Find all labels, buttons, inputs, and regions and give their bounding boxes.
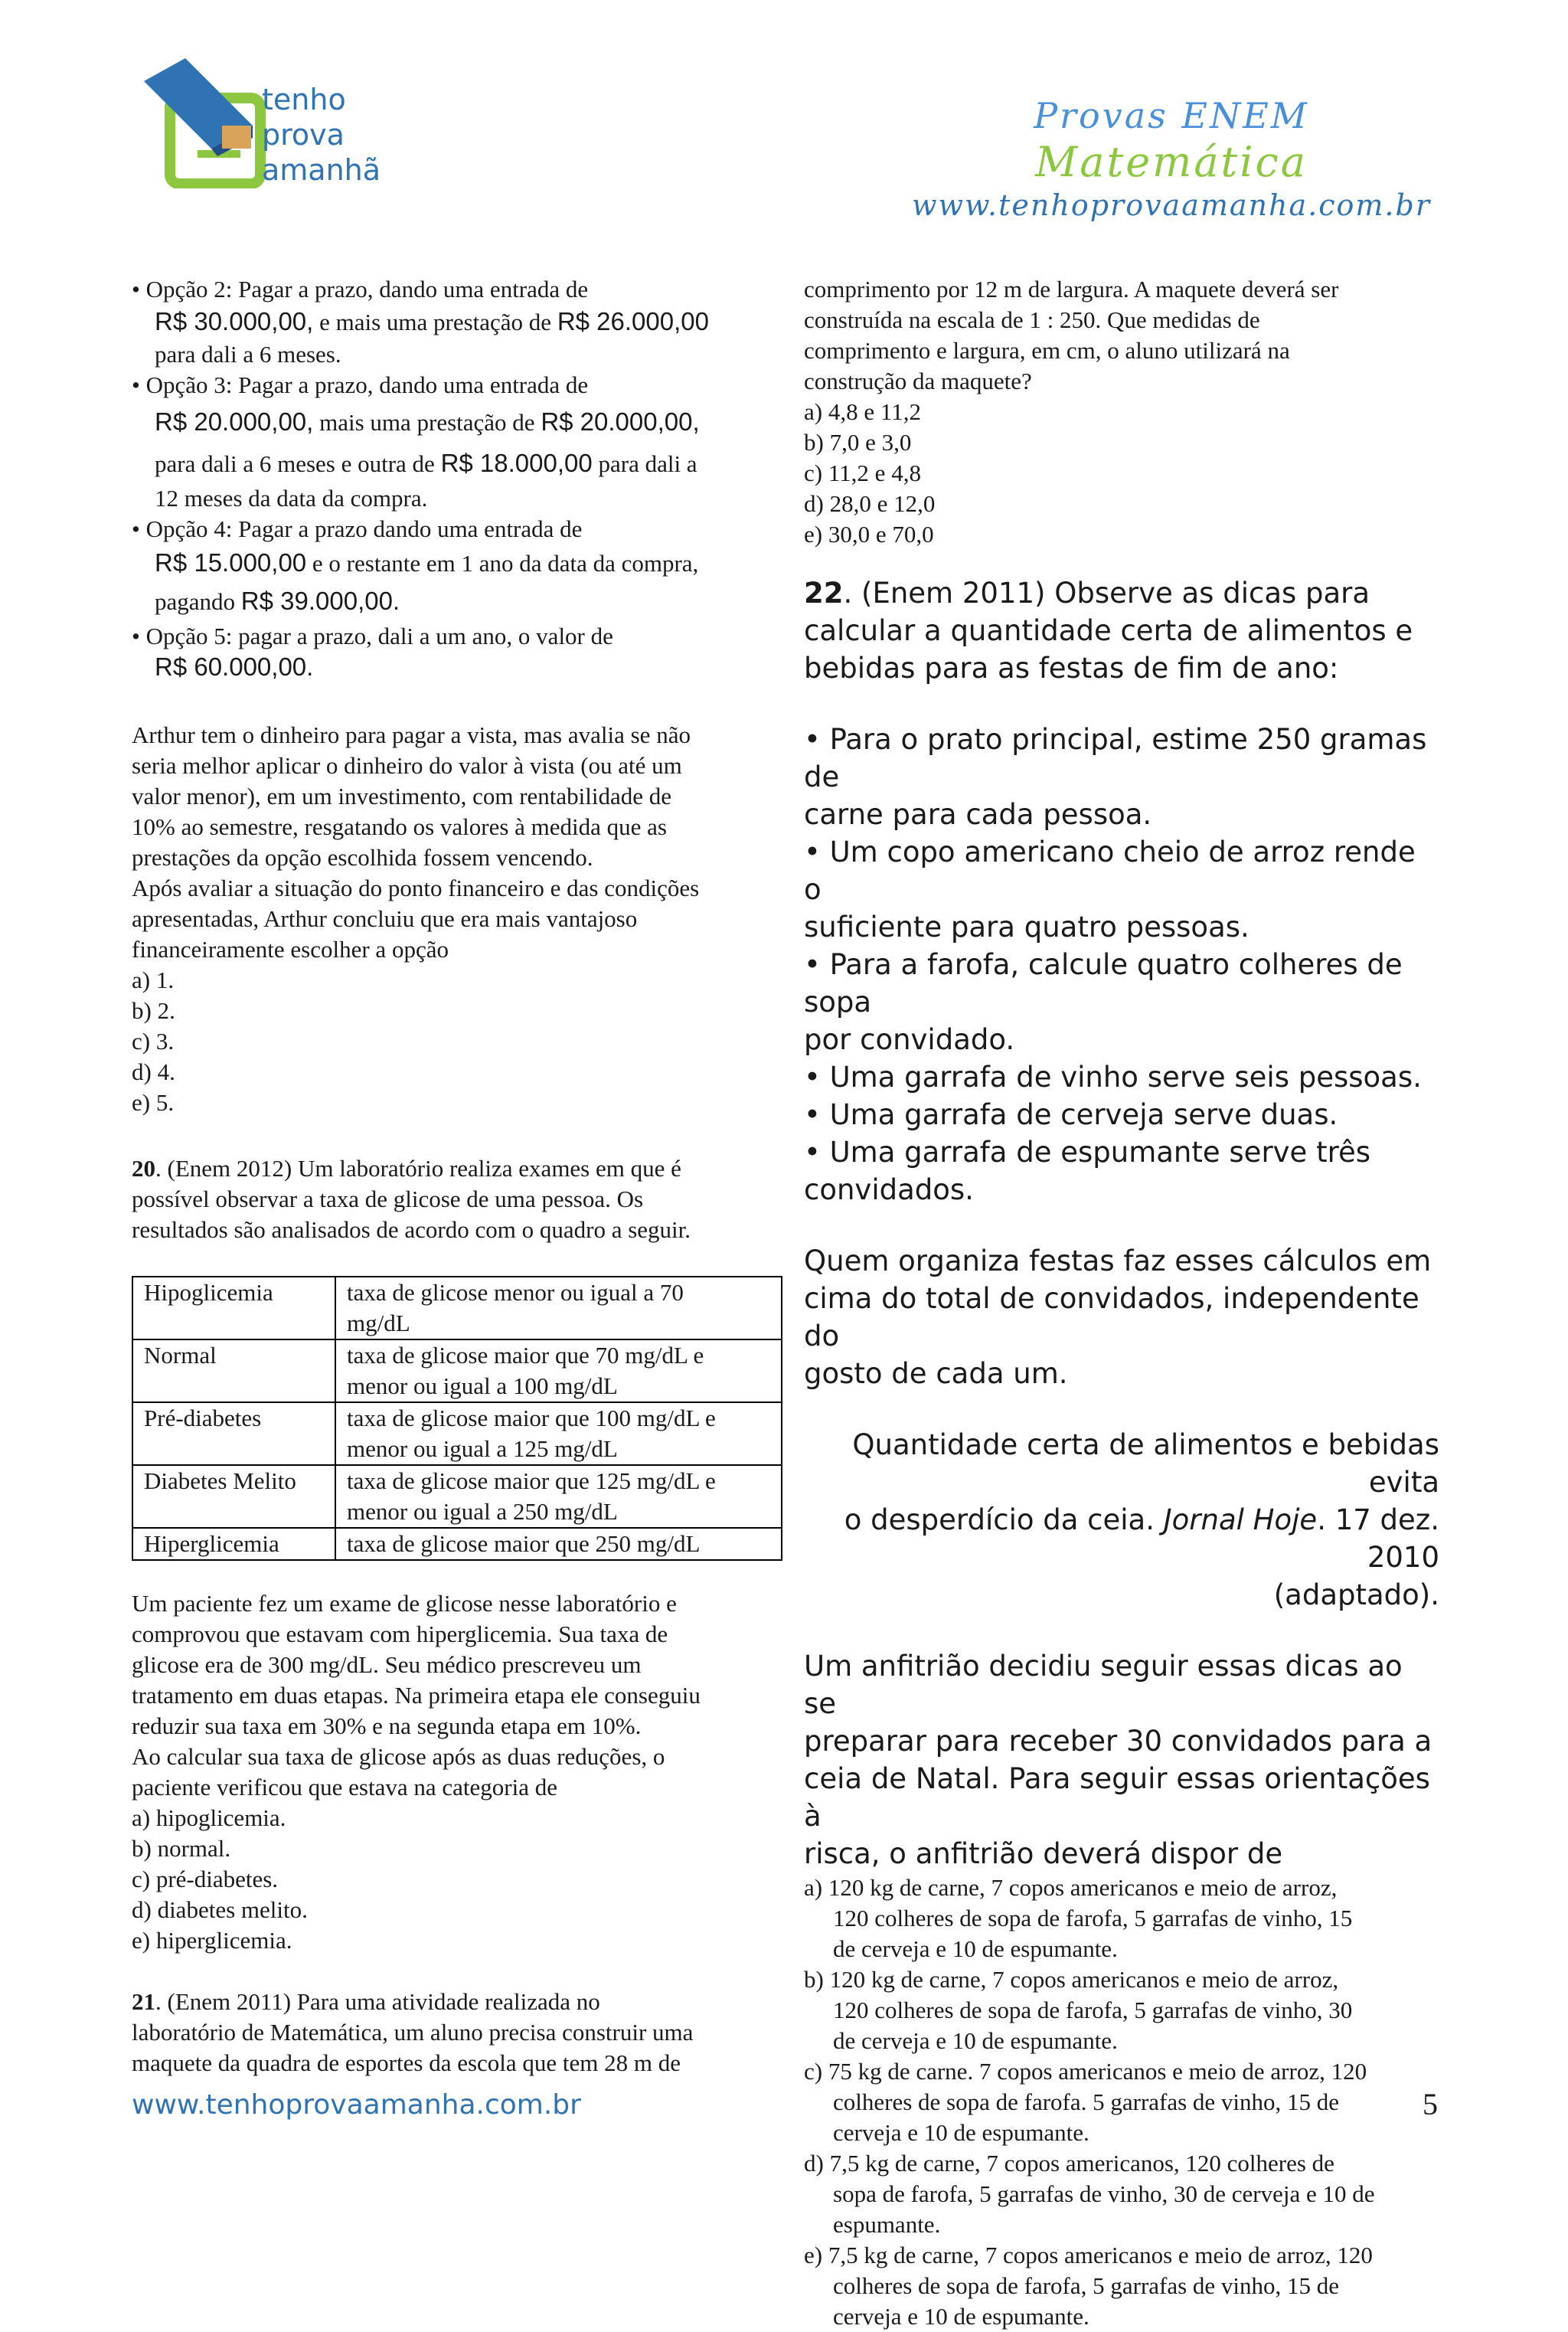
- logo-text-2: prova: [262, 118, 345, 152]
- q21-heading: 21. (Enem 2011) Para uma atividade realizada no: [132, 1988, 600, 2015]
- list-item: • Para a farofa, calcule quatro colheres de sopa: [804, 948, 1403, 1019]
- table-cell-category: Pré-diabetes: [132, 1402, 335, 1465]
- q19-option-d: d) 4.: [132, 1058, 175, 1085]
- option-4-values: R$ 15.000,00 e o restante em 1 ano da data da compra,: [155, 548, 699, 577]
- list-item: por convidado.: [804, 1023, 1015, 1056]
- table-cell-category: Hipoglicemia: [132, 1277, 335, 1339]
- q22-option-d: d) 7,5 kg de carne, 7 copos americanos, 120 colheres de sopa de farofa, 5 garrafas de vinho, 30 de cerveja e 10 de espumante.: [804, 2150, 1375, 2238]
- table-row: [132, 1465, 782, 1528]
- list-item: convidados.: [804, 1173, 974, 1206]
- q22-option-c: c) 75 kg de carne. 7 copos americanos e meio de arroz, 120 colheres de sopa de farofa. 5 garrafas de vinho, 15 de cerveja e 10 de espumante.: [804, 2058, 1367, 2146]
- option-2-line: • Opção 2: Pagar a prazo, dando uma entrada de: [132, 276, 589, 303]
- q22-heading: 22. (Enem 2011) Observe as dicas para calcular a quantidade certa de alimentos e bebidas para as festas de fim de ano:: [804, 577, 1413, 685]
- q21-cont-3: comprimento e largura, em cm, o aluno utilizará na: [804, 337, 1290, 364]
- q21-option-b: b) 7,0 e 3,0: [804, 429, 912, 456]
- q20-text-1: possível observar a taxa de glicose de uma pessoa. Os: [132, 1186, 644, 1212]
- q20-after-7: paciente verificou que estava na categoria de: [132, 1774, 557, 1801]
- q21-option-e: e) 30,0 e 70,0: [804, 521, 934, 548]
- list-item: • Uma garrafa de espumante serve três: [804, 1136, 1371, 1169]
- q19-text-4: 10% ao semestre, resgatando os valores à medida que as: [132, 813, 667, 840]
- left-column: [132, 274, 782, 2079]
- option-5-line: • Opção 5: pagar a prazo, dali a um ano, o valor de: [132, 623, 613, 649]
- list-item: • Uma garrafa de vinho serve seis pessoas.: [804, 1061, 1422, 1094]
- organiza-paragraph: Quem organiza festas faz esses cálculos em cima do total de convidados, independente do gosto de cada um.: [804, 1244, 1432, 1390]
- q19-text-1: Arthur tem o dinheiro para pagar a vista, mas avalia se não: [132, 721, 691, 748]
- q20-after-2: comprovou que estavam com hiperglicemia. Sua taxa de: [132, 1621, 668, 1647]
- table-row: [132, 1277, 782, 1339]
- option-5-value: R$ 60.000,00.: [155, 653, 314, 681]
- header-title-provas: Provas ENEM: [1034, 95, 1309, 136]
- table-cell-category: Hiperglicemia: [132, 1528, 335, 1560]
- q20-after-1: Um paciente fez um exame de glicose nesse laboratório e: [132, 1590, 677, 1617]
- q21-option-a: a) 4,8 e 11,2: [804, 398, 921, 425]
- table-cell-category: Diabetes Melito: [132, 1465, 335, 1528]
- logo-icon: [138, 58, 268, 188]
- q21-option-d: d) 28,0 e 12,0: [804, 490, 936, 517]
- table-row: [132, 1528, 782, 1560]
- q21-cont-2: construída na escala de 1 : 250. Que medidas de: [804, 306, 1260, 333]
- option-3-values: R$ 20.000,00, mais uma prestação de R$ 20.000,00,: [155, 407, 700, 436]
- q19-text-2: seria melhor aplicar o dinheiro do valor à vista (ou até um: [132, 752, 682, 779]
- glucose-table: [132, 1276, 782, 1561]
- q20-after-4: tratamento em duas etapas. Na primeira etapa ele conseguiu: [132, 1682, 701, 1709]
- q20-option-d: d) diabetes melito.: [132, 1896, 308, 1923]
- q19-option-a: a) 1.: [132, 966, 175, 993]
- page-number: 5: [1423, 2087, 1438, 2121]
- footer-link[interactable]: www.tenhoprovaamanha.com.br: [132, 2089, 581, 2121]
- q20-option-e: e) hiperglicemia.: [132, 1927, 292, 1954]
- list-item: suficiente para quatro pessoas.: [804, 911, 1250, 944]
- table-cell-description: taxa de glicose maior que 100 mg/dL e menor ou igual a 125 mg/dL: [335, 1402, 782, 1465]
- q20-after-3: glicose era de 300 mg/dL. Seu médico prescreveu um: [132, 1651, 642, 1678]
- table-cell-description: taxa de glicose maior que 250 mg/dL: [335, 1528, 782, 1560]
- option-3-values-2: para dali a 6 meses e outra de R$ 18.000,00 para dali a: [155, 449, 697, 477]
- logo-text-3: amanhã: [262, 153, 381, 187]
- q20-after-6: Ao calcular sua taxa de glicose após as duas reduções, o: [132, 1743, 665, 1770]
- option-2-values: R$ 30.000,00, e mais uma prestação de R$ 26.000,00: [155, 307, 709, 335]
- q22-options: [804, 1872, 1439, 2332]
- q21-cont-4: construção da maquete?: [804, 368, 1032, 394]
- q19-text-8: financeiramente escolher a opção: [132, 936, 449, 963]
- table-cell-description: taxa de glicose maior que 125 mg/dL e menor ou igual a 250 mg/dL: [335, 1465, 782, 1528]
- q19-text-3: valor menor), em um investimento, com rentabilidade de: [132, 783, 672, 809]
- option-2-end: para dali a 6 meses.: [155, 341, 341, 368]
- option-4-line: • Opção 4: Pagar a prazo dando uma entrada de: [132, 515, 583, 542]
- table-row: [132, 1402, 782, 1465]
- q19-text-6: Após avaliar a situação do ponto financeiro e das condições: [132, 875, 700, 901]
- q22-option-e: e) 7,5 kg de carne, 7 copos americanos e meio de arroz, 120 colheres de sopa de farofa, 5 garrafas de vinho, 15 de cerveja e 10 de espumante.: [804, 2242, 1373, 2330]
- q19-option-e: e) 5.: [132, 1089, 175, 1116]
- q20-after-5: reduzir sua taxa em 30% e na segunda etapa em 10%.: [132, 1712, 642, 1739]
- table-cell-description: taxa de glicose maior que 70 mg/dL e menor ou igual a 100 mg/dL: [335, 1339, 782, 1402]
- source-citation: Quantidade certa de alimentos e bebidas evita o desperdício da ceia. Jornal Hoje. 17 dez. 2010 (adaptado).: [844, 1428, 1439, 1611]
- list-item: carne para cada pessoa.: [804, 798, 1152, 831]
- q20-heading: 20. (Enem 2012) Um laboratório realiza exames em que é: [132, 1155, 681, 1182]
- q20-option-a: a) hipoglicemia.: [132, 1804, 286, 1831]
- q19-text-7: apresentadas, Arthur concluiu que era mais vantajoso: [132, 905, 638, 932]
- q21-option-c: c) 11,2 e 4,8: [804, 460, 921, 486]
- table-row: [132, 1339, 782, 1402]
- header-title-matematica: Matemática: [1035, 138, 1308, 186]
- option-4-end: pagando R$ 39.000,00.: [155, 587, 400, 615]
- tips-list: [804, 721, 1439, 1209]
- q22-option-b: b) 120 kg de carne, 7 copos americanos e meio de arroz, 120 colheres de sopa de farofa, 5 garrafas de vinho, 30 de cerveja e 10 de espumante.: [804, 1966, 1353, 2054]
- q21-cont-1: comprimento por 12 m de largura. A maquete deverá ser: [804, 276, 1339, 303]
- logo-text-1: tenho: [262, 83, 346, 116]
- table-cell-category: Normal: [132, 1339, 335, 1402]
- list-item: • Uma garrafa de cerveja serve duas.: [804, 1098, 1338, 1131]
- q19-text-5: prestações da opção escolhida fossem vencendo.: [132, 844, 593, 871]
- option-3-end: 12 meses da data da compra.: [155, 485, 428, 512]
- q21-text-1: laboratório de Matemática, um aluno precisa construir uma: [132, 2019, 694, 2046]
- table-cell-description: taxa de glicose menor ou igual a 70 mg/dL: [335, 1277, 782, 1339]
- q19-option-b: b) 2.: [132, 997, 175, 1024]
- anfitriao-paragraph: Um anfitrião decidiu seguir essas dicas ao se preparar para receber 30 convidados para a ceia de Natal. Para seguir essas orientações à risca, o anfitrião deverá dispor de: [804, 1650, 1432, 1870]
- q20-text-2: resultados são analisados de acordo com o quadro a seguir.: [132, 1216, 691, 1243]
- q22-option-a: a) 120 kg de carne, 7 copos americanos e meio de arroz, 120 colheres de sopa de farofa, 5 garrafas de vinho, 15 de cerveja e 10 de espumante.: [804, 1874, 1353, 1962]
- q20-option-b: b) normal.: [132, 1835, 231, 1862]
- q20-option-c: c) pré-diabetes.: [132, 1866, 279, 1892]
- q19-option-c: c) 3.: [132, 1028, 175, 1055]
- q21-text-2: maquete da quadra de esportes da escola que tem 28 m de: [132, 2049, 681, 2076]
- list-item: • Um copo americano cheio de arroz rende o: [804, 836, 1416, 906]
- right-column: [804, 274, 1439, 2332]
- option-3-line: • Opção 3: Pagar a prazo, dando uma entrada de: [132, 371, 589, 398]
- header-site-link[interactable]: www.tenhoprovaamanha.com.br: [911, 188, 1431, 222]
- list-item: • Para o prato principal, estime 250 gramas de: [804, 723, 1427, 793]
